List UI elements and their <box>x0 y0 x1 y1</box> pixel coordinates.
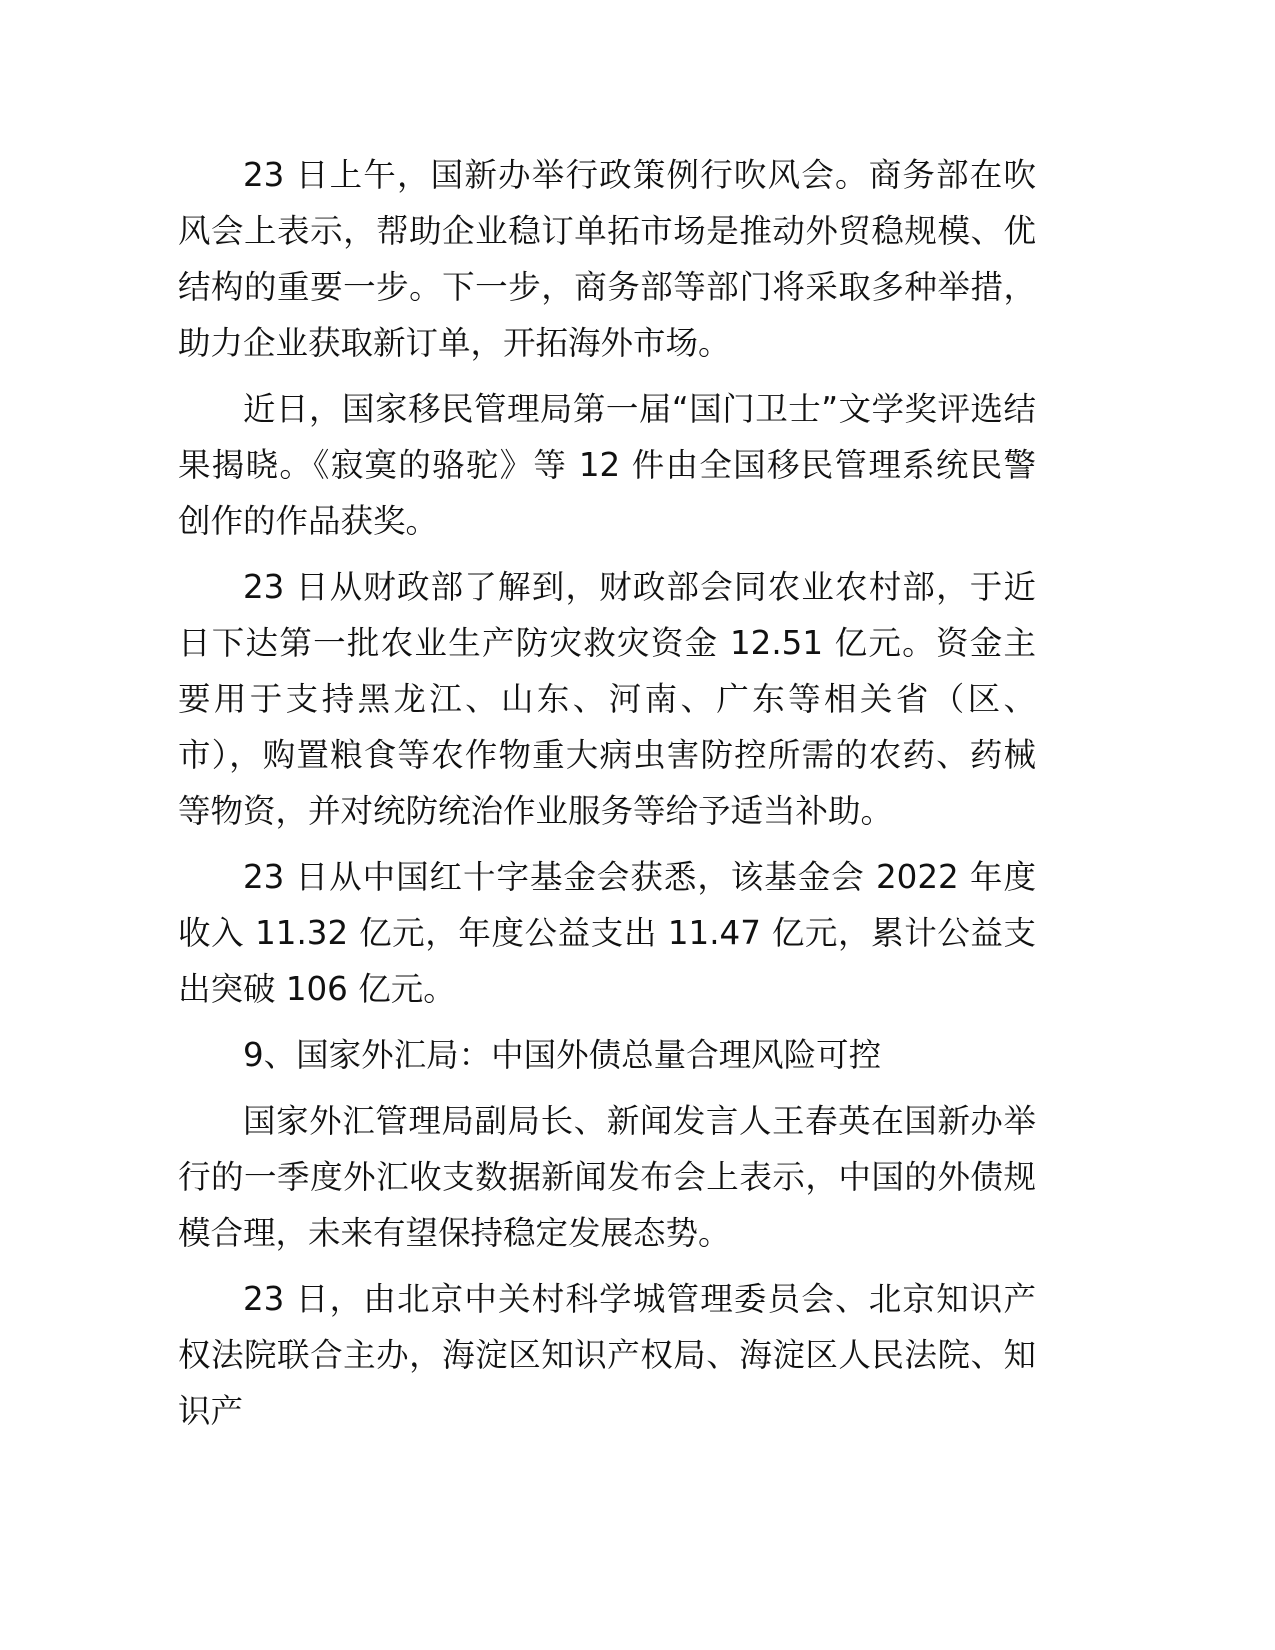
paragraph-zhongguancun-ip: 23 日，由北京中关村科学城管理委员会、北京知识产权法院联合主办，海淀区知识产权局、海淀区人民法院、知识产 <box>178 1280 1036 1430</box>
document-body <box>178 147 1036 1449</box>
paragraph-disaster-relief-funds: 23 日从财政部了解到，财政部会同农业农村部，于近日下达第一批农业生产防灾救灾资金 12.51 亿元。资金主要用于支持黑龙江、山东、河南、广东等相关省（区、市），购置粮食等农作物重大病虫害防控所需的农药、药械等物资，并对统防统治作业服务等给予适当补助。 <box>178 568 1036 830</box>
section-heading-foreign-debt: 9、国家外汇局：中国外债总量合理风险可控 <box>243 1036 882 1074</box>
paragraph-red-cross-foundation: 23 日从中国红十字基金会获悉，该基金会 2022 年度收入 11.32 亿元，年度公益支出 11.47 亿元，累计公益支出突破 106 亿元。 <box>178 858 1036 1008</box>
paragraph-foreign-debt: 国家外汇管理局副局长、新闻发言人王春英在国新办举行的一季度外汇收支数据新闻发布会上表示，中国的外债规模合理，未来有望保持稳定发展态势。 <box>178 1102 1036 1252</box>
paragraph-foreign-trade-orders: 23 日上午，国新办举行政策例行吹风会。商务部在吹风会上表示，帮助企业稳订单拓市场是推动外贸稳规模、优结构的重要一步。下一步，商务部等部门将采取多种举措，助力企业获取新订单，开拓海外市场。 <box>178 156 1036 362</box>
paragraph-literature-award: 近日，国家移民管理局第一届“国门卫士”文学奖评选结果揭晓。《寂寞的骆驼》等 12 件由全国移民管理系统民警创作的作品获奖。 <box>178 390 1036 540</box>
